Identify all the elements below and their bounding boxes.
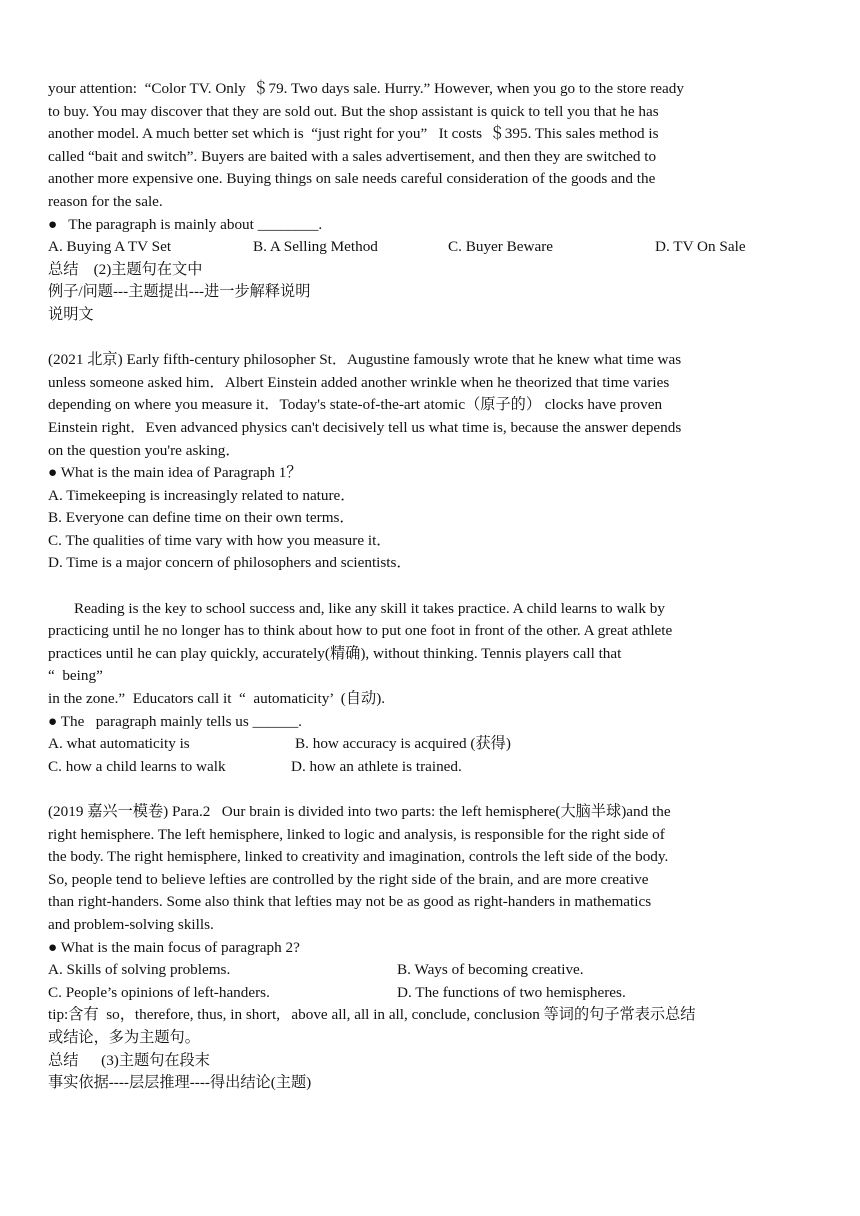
passage-4-line: than right-handers. Some also think that lefties may not be as good as right-handers in mathematics bbox=[48, 893, 652, 911]
option-c: C. People’s opinions of left-handers. bbox=[48, 983, 270, 1001]
tip-line: 或结论，多为主题句。 bbox=[48, 1028, 200, 1046]
tip-line: tip:含有 so，therefore, thus, in short, above all, all in all, conclude, conclusion 等词的句子常表示总结 bbox=[48, 1006, 696, 1024]
options-4-row-1 bbox=[48, 959, 812, 982]
passage-4-line: and problem-solving skills. bbox=[48, 915, 214, 933]
option-c: C. The qualities of time vary with how you measure it． bbox=[48, 531, 392, 549]
question-text: The paragraph mainly tells us ______. bbox=[57, 712, 302, 730]
passage-1 bbox=[48, 78, 812, 259]
option-b: B. Everyone can define time on their own terms． bbox=[48, 509, 355, 527]
question-1 bbox=[48, 214, 812, 237]
summary-genre: 说明文 bbox=[48, 305, 94, 323]
passage-1-line: reason for the sale. bbox=[48, 192, 163, 210]
options-3-row-2 bbox=[48, 756, 812, 779]
passage-3-line: practices until he can play quickly, accurately(精确), without thinking. Tennis players call that bbox=[48, 644, 622, 662]
question-text: What is the main focus of paragraph 2? bbox=[57, 938, 300, 956]
passage-2-line: Einstein right．Even advanced physics can't decisively tell us what time is, because the answer depends bbox=[48, 418, 682, 436]
option-d: D. TV On Sale bbox=[655, 238, 746, 256]
option-c: C. how a child learns to walk bbox=[48, 757, 226, 775]
question-2 bbox=[48, 462, 812, 485]
passage-2-line: unless someone asked him．Albert Einstein added another wrinkle when he theorized that time varies bbox=[48, 373, 670, 391]
passage-4 bbox=[48, 801, 812, 1004]
passage-4-line: (2019 嘉兴一模卷) Para.2 Our brain is divided into two parts: the left hemisphere(大脑半球)and the bbox=[48, 803, 671, 820]
option-c: C. Buyer Beware bbox=[448, 238, 554, 256]
question-4 bbox=[48, 937, 812, 960]
passage-3-line: practicing until he no longer has to think about how to put one foot in front of the other. A great athlete bbox=[48, 622, 673, 640]
tip bbox=[48, 1004, 812, 1049]
question-text: What is the main idea of Paragraph 1？ bbox=[57, 464, 302, 482]
passage-2-line: on the question you're asking． bbox=[48, 441, 241, 459]
bullet-icon: ● bbox=[48, 215, 58, 233]
summary-structure: 例子/问题---主题提出---进一步解释说明 bbox=[48, 283, 311, 301]
passage-1-line: another more expensive one. Buying things on sale needs careful consideration of the goods and the bbox=[48, 170, 656, 188]
summary-3 bbox=[48, 1050, 812, 1095]
option-a: A. Timekeeping is increasingly related to nature． bbox=[48, 486, 356, 504]
summary-heading: 总结 (2)主题句在文中 bbox=[48, 260, 203, 278]
passage-4-line: the body. The right hemisphere, linked to creativity and imagination, controls the left side of the body. bbox=[48, 848, 669, 866]
option-b: B. how accuracy is acquired (获得) bbox=[295, 735, 511, 753]
bullet-icon: ● bbox=[48, 712, 58, 730]
options-3-row-1 bbox=[48, 733, 812, 756]
options-1 bbox=[48, 236, 812, 259]
option-d: D. Time is a major concern of philosophers and scientists． bbox=[48, 554, 412, 572]
option-b: B. A Selling Method bbox=[253, 238, 378, 256]
option-a: A. what automaticity is bbox=[48, 735, 190, 753]
passage-4-line: right hemisphere. The left hemisphere, linked to logic and analysis, is responsible for the right side of bbox=[48, 825, 665, 843]
passage-4-line: So, people tend to believe lefties are controlled by the right side of the brain, and are more creative bbox=[48, 870, 649, 888]
passage-2-line: depending on where you measure it．Today's state-of-the-art atomic（原子的） clocks have proven bbox=[48, 396, 663, 414]
passage-3-line: “ being” bbox=[48, 667, 103, 685]
summary-2 bbox=[48, 259, 812, 327]
passage-1-line: called “bait and switch”. Buyers are baited with a sales advertisement, and then they are switched to bbox=[48, 147, 657, 165]
bullet-icon: ● bbox=[48, 464, 58, 482]
summary-structure: 事实依据----层层推理----得出结论(主题) bbox=[48, 1074, 312, 1092]
passage-1-line: another model. A much better set which is “just right for you” It costs ＄395. This sales method is bbox=[48, 125, 659, 143]
passage-2 bbox=[48, 349, 812, 575]
option-a: A. Buying A TV Set bbox=[48, 238, 172, 256]
passage-1-line: to buy. You may discover that they are sold out. But the shop assistant is quick to tell you that he has bbox=[48, 102, 659, 120]
passage-3 bbox=[48, 598, 812, 779]
passage-1-line: your attention: “Color TV. Only ＄79. Two days sale. Hurry.” However, when you go to the store ready bbox=[48, 80, 684, 97]
question-3 bbox=[48, 711, 812, 734]
option-d: D. The functions of two hemispheres. bbox=[397, 983, 626, 1001]
passage-3-line: Reading is the key to school success and, like any skill it takes practice. A child learns to walk by bbox=[74, 599, 665, 617]
options-4-row-2 bbox=[48, 982, 812, 1005]
summary-heading: 总结 (3)主题句在段末 bbox=[48, 1051, 210, 1069]
passage-2-line: (2021 北京) Early fifth-century philosopher St．Augustine famously wrote that he knew what time was bbox=[48, 351, 682, 369]
passage-3-line: in the zone.” Educators call it “ automaticity’ (自动). bbox=[48, 690, 386, 708]
bullet-icon: ● bbox=[48, 938, 58, 956]
option-a: A. Skills of solving problems. bbox=[48, 961, 231, 979]
question-text: The paragraph is mainly about ________. bbox=[57, 215, 323, 233]
document-page bbox=[48, 78, 812, 1095]
option-d: D. how an athlete is trained. bbox=[291, 757, 462, 775]
option-b: B. Ways of becoming creative. bbox=[397, 961, 584, 979]
